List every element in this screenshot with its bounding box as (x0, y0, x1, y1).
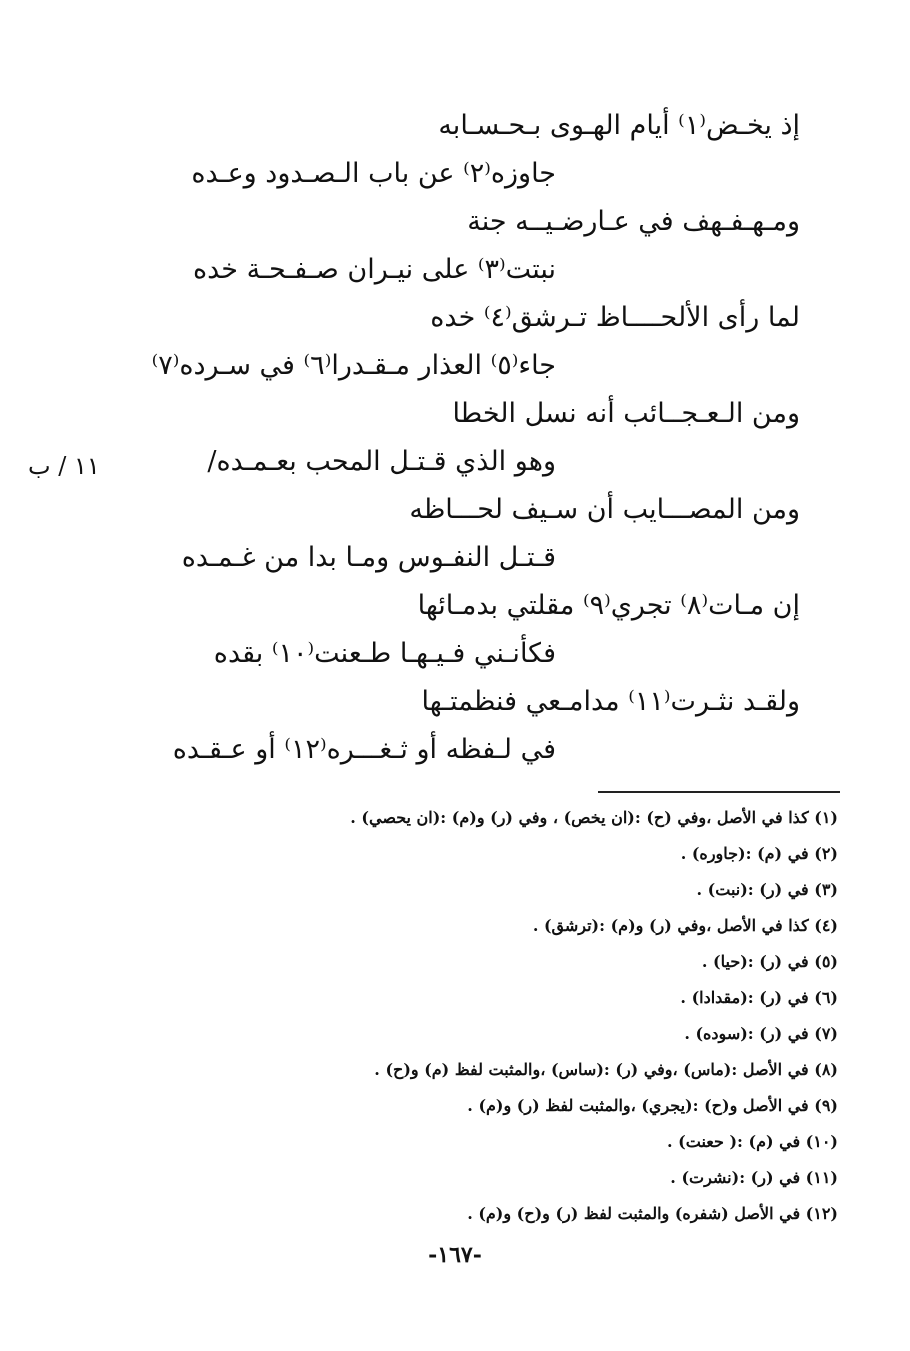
footnote: (٦) في (ر) :(مقدادا) . (680, 988, 838, 1007)
page-number: -١٦٧- (428, 1242, 482, 1268)
footnote: (٢) في (م) :(جاوره) . (680, 844, 838, 863)
verse-line: لما رأى الألحــــاظ تـرشق⁽٤⁾ خده (430, 302, 800, 333)
verse-line: نبتت⁽٣⁾ على نيـران صـفـحـة خده (192, 254, 556, 285)
verse-line: جاء⁽٥⁾ العذار مـقـدرا⁽٦⁾ في سـرده⁽٧⁾ (151, 350, 556, 381)
footnote: (١٢) في الأصل (شفره) والمثبت لفظ (ر) و(ح) و(م) . (467, 1204, 838, 1223)
footnote: (٨) في الأصل :(ماس) ،وفي (ر) :(ساس) ،والمثبت لفظ (م) و(ح) . (374, 1060, 838, 1079)
footnote: (٩) في الأصل و(ح) :(يجري) ،والمثبت لفظ (ر) و(م) . (467, 1096, 838, 1115)
verse-line: قـتـل النفـوس ومـا بدا من غـمـده (181, 542, 556, 573)
verse-line: ومن المصـــايب أن سـيف لحـــاظه (409, 494, 800, 525)
verse-line: ولقـد نثـرت⁽١١⁾ مدامـعي فنظمتـها (421, 686, 800, 717)
verse-line: ومن الـعـجــائب أنه نسل الخطا (452, 398, 800, 429)
verse-line: في لـفظه أو ثـغـــره⁽١٢⁾ أو عـقـده (172, 734, 556, 765)
verse-line: إن مـات⁽٨⁾ تجري⁽٩⁾ مقلتي بدمـائها (417, 590, 800, 621)
verse-line: جاوزه⁽٢⁾ عن باب الـصـدود وعـده (191, 158, 556, 189)
footnote: (٧) في (ر) :(سوده) . (684, 1024, 838, 1043)
verse-line: ومـهـفـهف في عـارضـيــه جنة (467, 206, 800, 237)
footnote: (٣) في (ر) :(نبت) . (696, 880, 838, 899)
folio-marker: ١١ / ب (28, 452, 100, 480)
footnote: (١) كذا في الأصل ،وفي (ح) :(ان يخص) ، وفي (ر) و(م) :(ان يحصي) . (350, 808, 838, 827)
footnote-separator (598, 791, 840, 793)
footnote: (١٠) في (م) :( حعنت) . (667, 1132, 838, 1151)
footnote: (٥) في (ر) :(حيا) . (701, 952, 838, 971)
verse-line: فكأنـني فـيـهـا طـعنت⁽١٠⁾ بقده (213, 638, 556, 669)
verse-line: وهو الذي قـتـل المحب بعـمـده/ (207, 446, 556, 477)
footnote: (٤) كذا في الأصل ،وفي (ر) و(م) :(ترشق) . (532, 916, 838, 935)
verse-line: إذ يخـض⁽١⁾ أيام الهـوى بـحـسـابه (438, 110, 800, 141)
footnote: (١١) في (ر) :(نشرت) . (670, 1168, 838, 1187)
